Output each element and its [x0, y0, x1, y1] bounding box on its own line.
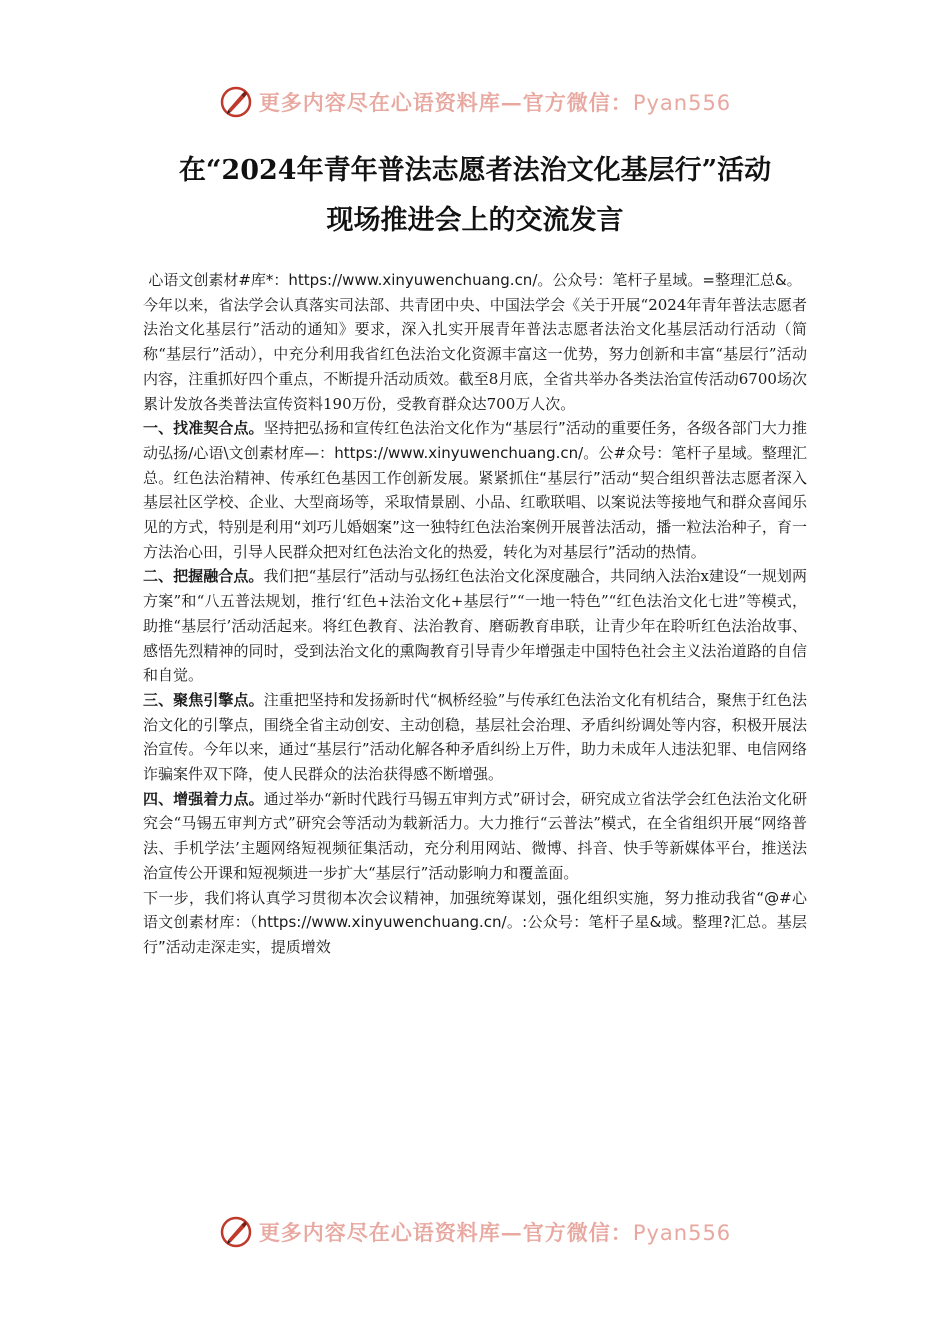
title-line-2: 现场推进会上的交流发言	[326, 205, 624, 236]
intro-paragraph: 今年以来，省法学会认真落实司法部、共青团中央、中国法学会《关于开展“2024年青年普法志愿者法治文化基层行”活动的通知》要求，深入扎实开展青年普法志愿者法治文化基层活动行活动（简称“基层行”活动），中充分利用我省红色法治文化资源丰富这一优势，努力创新和丰富“基层行”活动内容，注重抓好四个重点，不断提升活动质效。截至8月底，全省共举办各类法治宣传活动6700场次累计发放各类普法宣传资料190万份，受教育群众达700万人次。	[143, 295, 807, 413]
banner-text-cn: 更多内容尽在心语资料库—官方微信：	[258, 1220, 633, 1245]
section-2-paragraph	[143, 564, 807, 688]
banner-text-cn: 更多内容尽在心语资料库—官方微信：	[258, 90, 633, 115]
banner-text	[259, 1217, 731, 1247]
page-title	[100, 146, 850, 246]
footer-banner	[0, 1212, 950, 1252]
section-4-heading: 四、增强着力点。	[143, 789, 264, 808]
pen-logo-icon	[219, 1215, 253, 1249]
header-banner	[0, 82, 950, 122]
source-note: 心语文创素材#库*：https://www.xinyuwenchuang.cn/。公众号：笔杆子星域。=整理汇总&。	[148, 271, 802, 289]
section-1-paragraph	[143, 416, 807, 564]
section-3-paragraph	[143, 688, 807, 787]
document-body	[143, 268, 807, 960]
section-4-paragraph	[143, 787, 807, 886]
title-line-1: 在“2024年青年普法志愿者法治文化基层行”活动	[178, 155, 772, 186]
section-2-heading: 二、把握融合点。	[143, 567, 264, 586]
pen-logo-icon	[219, 85, 253, 119]
section-1-text: 坚持把弘扬和宣传红色法治文化作为“基层行”活动的重要任务，各级各部门大力推动弘扬/心语\文创素材库—：https://www.xinyuwenchuang.cn/。公#众号：笔杆子星域。整理汇总。红色法治精神、传承红色基因工作创新发展。紧紧抓住“基层行”活动“契合组织普法志愿者深入基层社区学校、企业、大型商场等，采取情景剧、小品、红歌联唱、以案说法等接地气和群众喜闻乐见的方式，特别是利用“刘巧儿婚姻案”这一独特红色法治案例开展普法活动，播一粒法治种子，育一方法治心田，引导人民群众把对红色法治文化的热爱，转化为对基层行”活动的热情。	[143, 419, 807, 561]
banner-wechat-id: Pyan556	[632, 91, 732, 115]
section-3-heading: 三、聚焦引擎点。	[143, 690, 264, 709]
banner-wechat-id: Pyan556	[632, 1221, 732, 1245]
banner-text	[259, 87, 731, 117]
section-1-heading: 一、找准契合点。	[143, 419, 264, 438]
section-3-text: 注重把坚持和发扬新时代“枫桥经验”与传承红色法治文化有机结合，聚焦于红色法治文化的引擎点，围绕全省主动创安、主动创稳，基层社会治理、矛盾纠纷调处等内容，积极开展法治宣传。今年以来，通过“基层行”活动化解各种矛盾纠纷上万件，助力未成年人违法犯罪、电信网络诈骗案件双下降，使人民群众的法治获得感不断增强。	[143, 690, 807, 784]
section-4-text: 通过举办“新时代践行马锡五审判方式”研讨会，研究成立省法学会红色法治文化研究会“马锡五审判方式”研究会等活动为载新活力。大力推行“云普法”模式，在全省组织开展“网络普法、手机学法’主题网络短视频征集活动，充分利用网站、微博、抖音、快手等新媒体平台，推送法治宣传公开课和短视频进一步扩大“基层行”活动影响力和覆盖面。	[143, 789, 807, 882]
section-2-text: 我们把“基层行”活动与弘扬红色法治文化深度融合，共同纳入法治x建设“一规划两方案”和“八五普法规划，推行‘红色+法治文化+基层行”“一地一特色”“红色法治文化七进”等模式，助推“基层行’活动活起来。将红色教育、法治教育、磨砺教育串联，让青少年在聆听红色法治故事、感悟先烈精神的同时，受到法治文化的熏陶教育引导青少年增强走中国特色社会主义法治道路的自信和自觉。	[143, 567, 807, 685]
closing-paragraph: 下一步，我们将认真学习贯彻本次会议精神，加强统筹谋划，强化组织实施，努力推动我省“@#心语文创素材库：（https://www.xinyuwenchuang.cn/。:公众号：笔杆子星&域。整理?汇总。基层行”活动走深走实，提质增效	[143, 888, 807, 956]
